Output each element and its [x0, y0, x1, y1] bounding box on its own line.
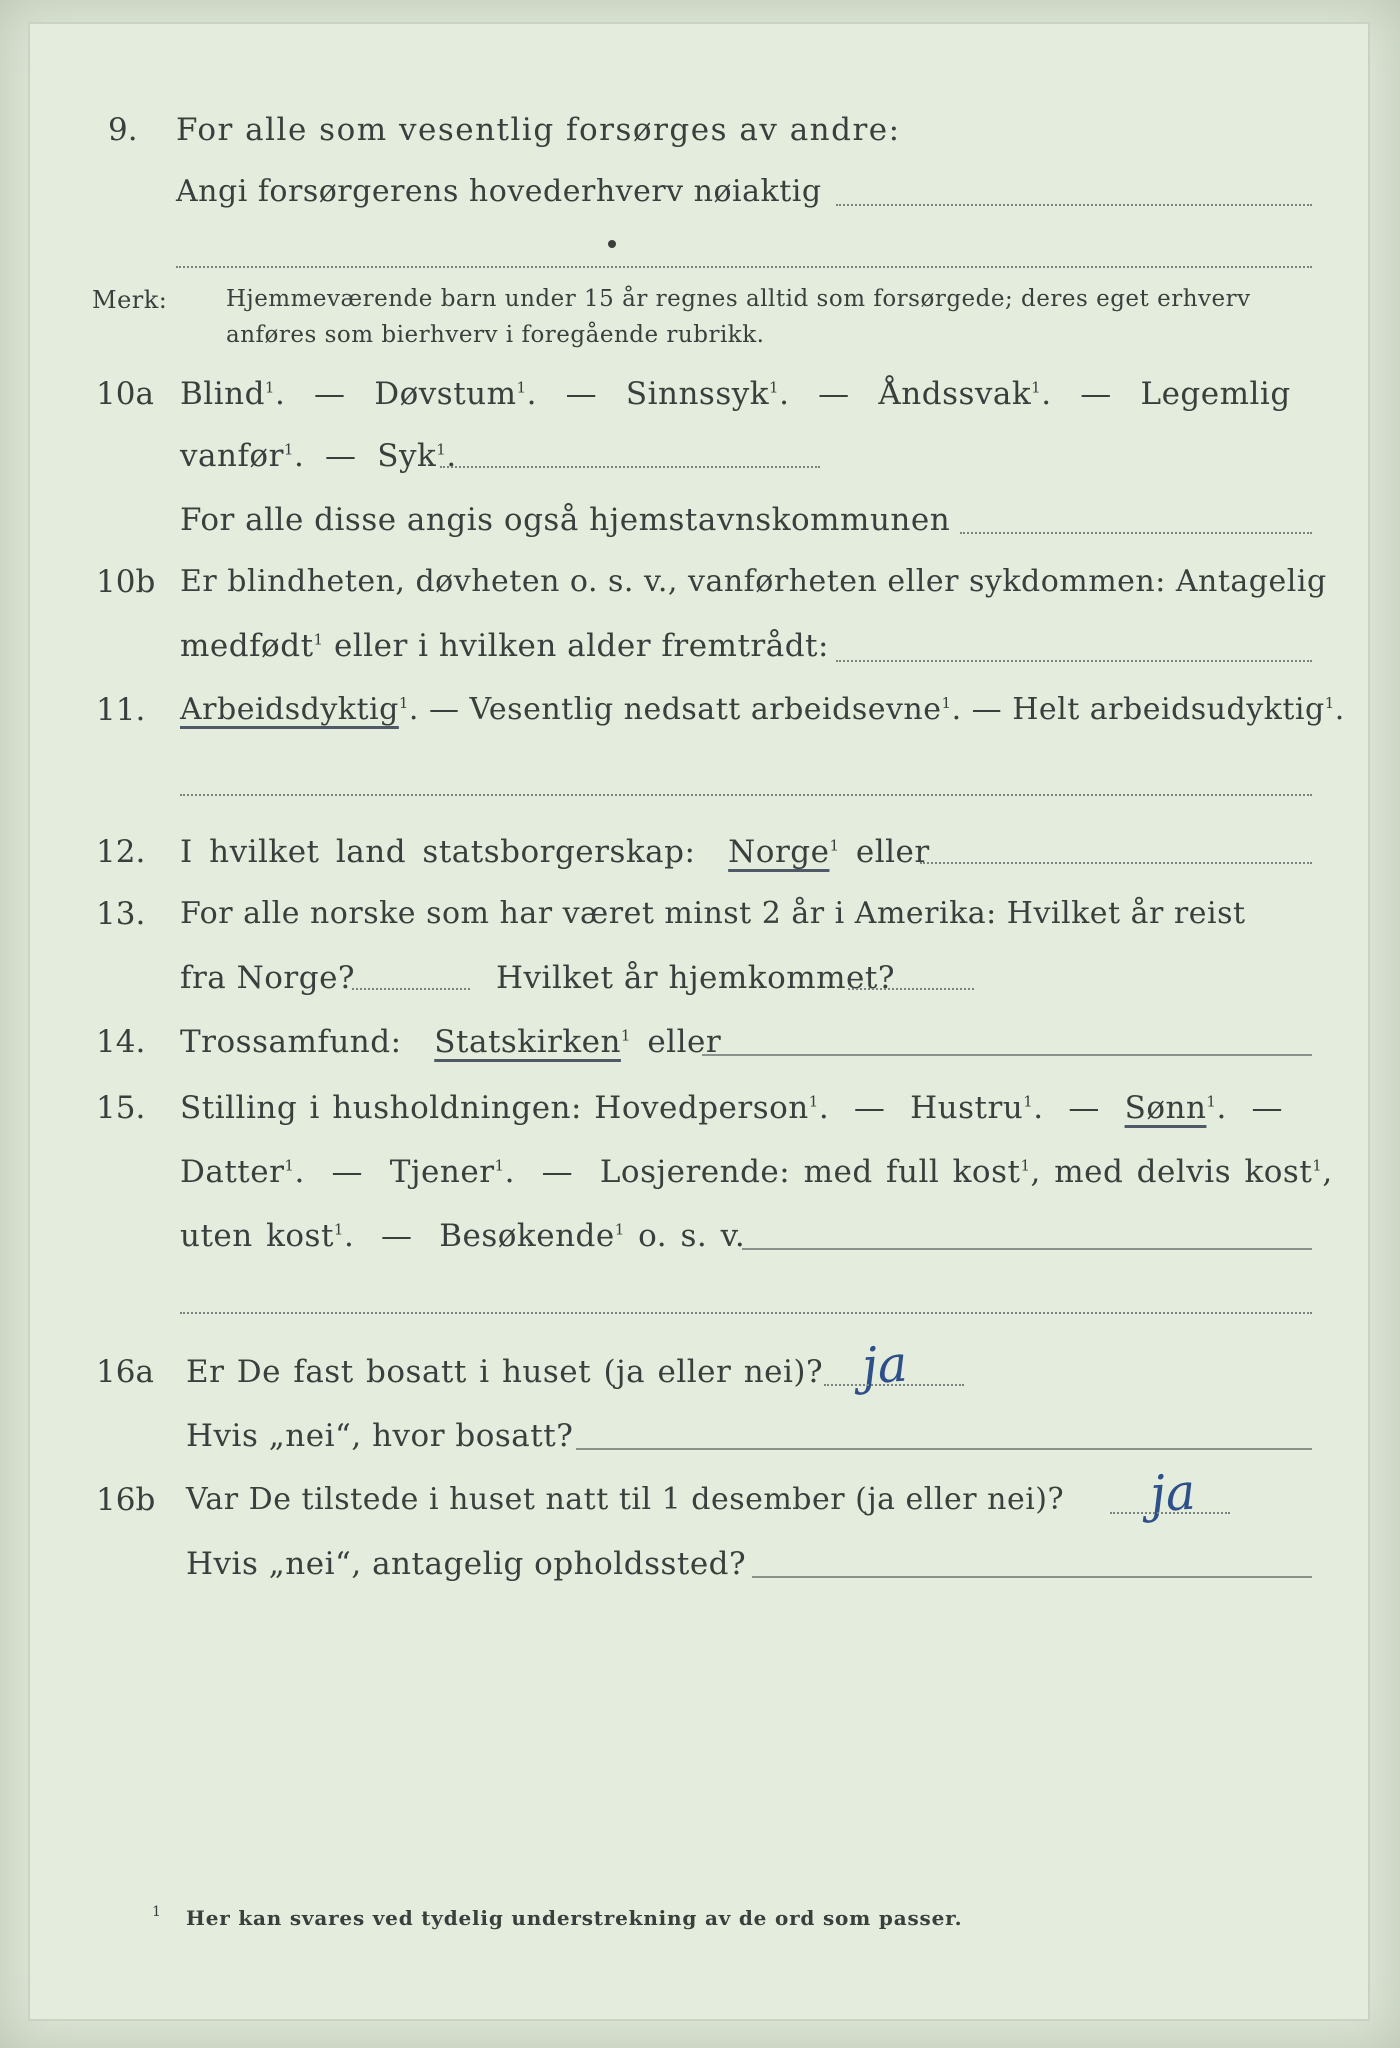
opt-tjener[interactable]: Tjener: [389, 1154, 495, 1190]
footnote-ref: 1: [769, 378, 780, 397]
q10b-answer-line[interactable]: [836, 660, 1312, 662]
q13-hjem-label: Hvilket år hjemkommet?: [496, 960, 895, 996]
opt-delvis-kost[interactable]: med delvis kost: [1054, 1154, 1313, 1190]
merk-line2: anføres som bierhverv i foregående rubrikk.: [226, 322, 765, 348]
q10a-line1: Blind$^1$. — Døvstum$^1$. — Sinnssyk$^1$. — Åndssvak$^1$. — Legemlig: [180, 376, 1291, 412]
opt-arbeidsdyktig[interactable]: Arbeidsdyktig: [180, 692, 399, 727]
q15-line1: Stilling i husholdningen: Hovedperson$^1$. — Hustru$^1$. — Sønn$^1$. —: [180, 1090, 1284, 1126]
footnote-ref: 1: [283, 440, 294, 459]
q9-line1: For alle som vesentlig forsørges av andre:: [176, 112, 901, 148]
ink-dot: [608, 240, 616, 248]
footnote-ref: 1: [1324, 694, 1335, 712]
q16a-number: 16a: [96, 1354, 154, 1390]
q12-answer-line[interactable]: [920, 862, 1312, 864]
q16b-number: 16b: [96, 1482, 156, 1518]
footnote-ref: 1: [829, 836, 840, 855]
q10b-line1: Er blindheten, døvheten o. s. v., vanførheten eller sykdommen: Antagelig: [180, 564, 1327, 599]
q15-line3: uten kost$^1$. — Besøkende$^1$ o. s. v.: [180, 1218, 746, 1254]
q15-osv: o. s. v.: [638, 1218, 746, 1254]
opt-dovstum[interactable]: Døvstum: [374, 376, 517, 412]
footnote-ref: 1: [614, 1220, 625, 1239]
q11-answer-line[interactable]: [180, 794, 1312, 796]
q12-eller: eller: [855, 834, 930, 870]
q16a-bosatt-line[interactable]: [576, 1448, 1312, 1450]
q9-answer-line[interactable]: [836, 204, 1312, 206]
footnote-ref: 1: [313, 630, 324, 649]
opt-statskirken[interactable]: Statskirken: [434, 1024, 621, 1060]
merk-line1: Hjemmeværende barn under 15 år regnes alltid som forsørgede; deres eget erhverv: [226, 286, 1251, 312]
dash: —: [325, 438, 357, 474]
q11-number: 11.: [96, 692, 146, 728]
dash: —: [1080, 376, 1112, 412]
q16a-answer-line[interactable]: [824, 1384, 964, 1386]
q16a-line2: Hvis „nei“, hvor bosatt?: [186, 1418, 574, 1454]
footnote-ref: 1: [620, 1026, 631, 1045]
footnote-ref: 1: [436, 440, 447, 459]
dash: —: [1251, 1090, 1284, 1126]
footnote-ref: 1: [1031, 378, 1042, 397]
footnote-ref: 1: [516, 378, 527, 397]
q13-reist-line[interactable]: [352, 988, 470, 990]
q12-line: [180, 834, 930, 870]
q9-number: 9.: [108, 112, 138, 148]
q14-number: 14.: [96, 1024, 146, 1060]
footnote-ref: 1: [284, 1156, 295, 1175]
q13-hjem-line[interactable]: [848, 988, 974, 990]
opt-norge[interactable]: Norge: [728, 834, 830, 870]
q14-answer-line[interactable]: [702, 1054, 1312, 1056]
q10b-line2-rest: eller i hvilken alder fremtrådt:: [333, 628, 829, 664]
footnote-ref: 1: [264, 378, 275, 397]
footnote-mark: 1: [152, 1904, 162, 1920]
opt-sonn[interactable]: Sønn: [1124, 1090, 1207, 1126]
dash: —: [971, 692, 1003, 727]
opt-hovedperson[interactable]: Stilling i husholdningen: Hovedperson: [180, 1090, 809, 1126]
opt-andssvak[interactable]: Åndssvak: [878, 376, 1032, 412]
dash: —: [853, 1090, 886, 1126]
footnote-ref: 1: [1020, 1156, 1031, 1175]
footnote-ref: 1: [941, 694, 952, 712]
q16a-line1: Er De fast bosatt i huset (ja eller nei)?: [186, 1354, 824, 1390]
dash: —: [428, 692, 460, 727]
opt-udyktig[interactable]: Helt arbeidsudyktig: [1012, 692, 1325, 727]
q10a-answer-line[interactable]: [440, 466, 820, 468]
opt-hustru[interactable]: Hustru: [910, 1090, 1024, 1126]
q13-line1: For alle norske som har været minst 2 år i Amerika: Hvilket år reist: [180, 896, 1246, 931]
footnote-ref: 1: [1312, 1156, 1323, 1175]
q12-text: I hvilket land statsborgerskap:: [180, 834, 696, 870]
q10b-number: 10b: [96, 564, 156, 600]
q13-fra-label: fra Norge?: [180, 960, 356, 996]
footnote-ref: 1: [1023, 1092, 1034, 1111]
footnote-ref: 1: [808, 1092, 819, 1111]
opt-losjerende[interactable]: Losjerende: med full kost: [599, 1154, 1021, 1190]
q10b-line2: [180, 628, 829, 664]
q15-answer-line-2[interactable]: [180, 1312, 1312, 1314]
footnote-ref: 1: [333, 1220, 344, 1239]
q15-answer-line[interactable]: [742, 1248, 1312, 1250]
q14-line: [180, 1024, 721, 1060]
dash: —: [1068, 1090, 1100, 1126]
q16b-line1: Var De tilstede i huset natt til 1 desember (ja eller nei)?: [186, 1482, 1065, 1517]
q16b-opholdssted-line[interactable]: [752, 1576, 1312, 1578]
q9-line2: Angi forsørgerens hovederhverv nøiaktig: [176, 174, 822, 209]
footnote-text: Her kan svares ved tydelig understrekning av de ord som passer.: [186, 1906, 963, 1930]
q10a-hjemstavn-line[interactable]: [960, 532, 1312, 534]
q15-line2: Datter$^1$. — Tjener$^1$. — Losjerende: med full kost$^1$, med delvis kost$^1$,: [180, 1154, 1333, 1190]
q15-number: 15.: [96, 1090, 146, 1126]
opt-uten-kost[interactable]: uten kost: [180, 1218, 334, 1254]
opt-besokende[interactable]: Besøkende: [439, 1218, 615, 1254]
opt-sinnssyk[interactable]: Sinnssyk: [625, 376, 770, 412]
q16b-handwritten-answer[interactable]: ja: [1148, 1462, 1198, 1524]
opt-syk[interactable]: Syk: [377, 438, 437, 474]
dash: —: [541, 1154, 574, 1190]
q16a-handwritten-answer[interactable]: ja: [860, 1334, 910, 1396]
opt-legemlig[interactable]: Legemlig: [1140, 376, 1291, 412]
q14-eller: eller: [647, 1024, 722, 1060]
q10a-number: 10a: [96, 376, 154, 412]
q16b-answer-line[interactable]: [1110, 1512, 1230, 1514]
merk-label: Merk:: [92, 286, 168, 314]
dash: —: [565, 376, 598, 412]
dash: —: [818, 376, 850, 412]
q10a-line2: vanfør$^1$. — Syk$^1$.: [180, 438, 457, 474]
q9-answer-line-2[interactable]: [176, 266, 1312, 268]
q11-line: Arbeidsdyktig$^1$. — Vesentlig nedsatt arbeidsevne$^1$. — Helt arbeidsudyktig$^1$.: [180, 692, 1345, 727]
footnote-ref: 1: [398, 694, 409, 712]
q12-number: 12.: [96, 834, 146, 870]
opt-datter[interactable]: Datter: [180, 1154, 285, 1190]
dash: —: [314, 376, 346, 412]
q14-text: Trossamfund:: [180, 1024, 402, 1060]
footnote-ref: 1: [494, 1156, 505, 1175]
opt-medfodt[interactable]: medfødt: [180, 628, 314, 664]
opt-blind[interactable]: Blind: [180, 376, 265, 412]
q16b-line2: Hvis „nei“, antagelig opholdssted?: [186, 1546, 747, 1582]
opt-vanfor[interactable]: vanfør: [180, 438, 284, 474]
opt-nedsatt[interactable]: Vesentlig nedsatt arbeidsevne: [469, 692, 942, 727]
dash: —: [331, 1154, 364, 1190]
q13-number: 13.: [96, 896, 146, 932]
dash: —: [381, 1218, 413, 1254]
q10a-line3: For alle disse angis også hjemstavnskommunen: [180, 502, 951, 538]
census-form-page: [28, 22, 1370, 2021]
footnote-ref: 1: [1206, 1092, 1217, 1111]
